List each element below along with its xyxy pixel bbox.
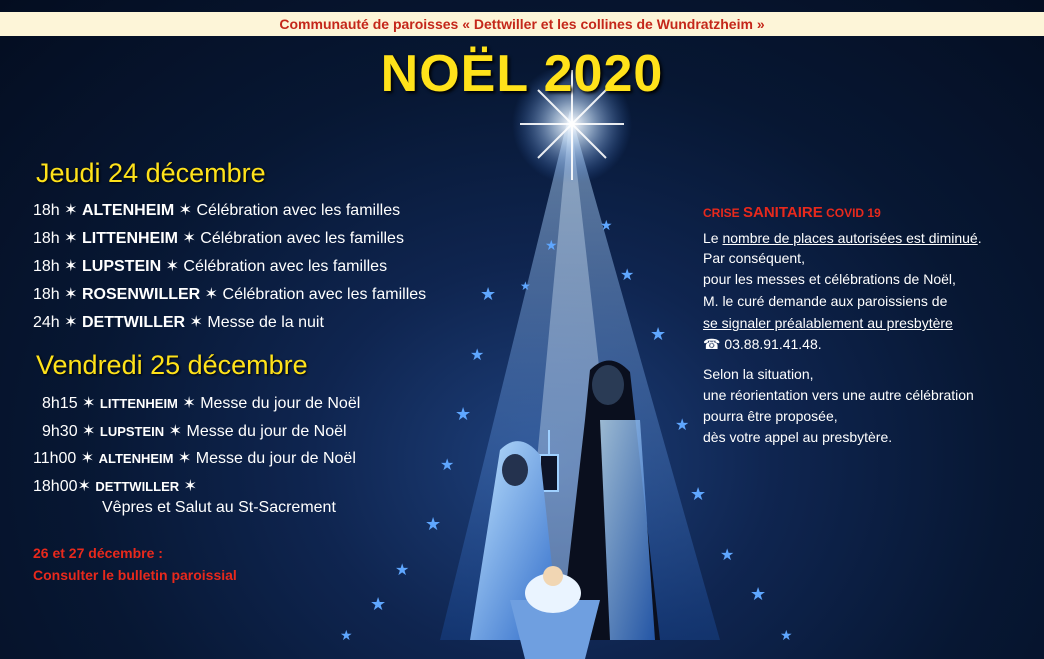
svg-text:★: ★: [650, 324, 667, 344]
covid-heading: CRISE SANITAIRE COVID 19: [703, 204, 881, 221]
schedule-row: 8h15 ✶ LITTENHEIM ✶ Messe du jour de Noël: [42, 395, 361, 412]
covid-line: pourra être proposée,: [703, 408, 838, 424]
community-banner: Communauté de paroisses « Dettwiller et les collines de Wundratzheim »: [0, 12, 1044, 36]
schedule-row: 18h ✶ ROSENWILLER ✶ Célébration avec les familles: [33, 286, 427, 303]
schedule-row: 18h ✶ LITTENHEIM ✶ Célébration avec les familles: [33, 230, 404, 247]
note-dates: 26 et 27 décembre :: [33, 545, 163, 561]
day-heading-friday: Vendredi 25 décembre: [36, 350, 308, 380]
svg-text:★: ★: [720, 547, 735, 564]
covid-line: pour les messes et célébrations de Noël,: [703, 271, 956, 287]
svg-text:★: ★: [440, 457, 455, 474]
svg-text:★: ★: [675, 417, 690, 434]
svg-text:★: ★: [370, 594, 387, 614]
svg-text:★: ★: [600, 217, 613, 233]
schedule-row: 18h ✶ LUPSTEIN ✶ Célébration avec les familles: [33, 258, 388, 275]
phone-number: ☎ 03.88.91.41.48.: [703, 336, 822, 352]
covid-line: Selon la situation,: [703, 366, 814, 382]
covid-line: Le nombre de places autorisées est diminué.: [703, 230, 982, 246]
schedule-row: 18h00✶ DETTWILLER ✶: [33, 478, 197, 495]
schedule-row: 9h30 ✶ LUPSTEIN ✶ Messe du jour de Noël: [42, 423, 347, 440]
svg-text:★: ★: [780, 627, 793, 643]
schedule-row: 24h ✶ DETTWILLER ✶ Messe de la nuit: [33, 314, 324, 331]
day-heading-thursday: Jeudi 24 décembre: [36, 158, 266, 188]
svg-text:★: ★: [545, 237, 558, 253]
svg-text:★: ★: [455, 404, 472, 424]
svg-text:★: ★: [340, 627, 353, 643]
svg-text:★: ★: [425, 514, 442, 534]
schedule-row: 11h00 ✶ ALTENHEIM ✶ Messe du jour de Noël: [33, 450, 356, 467]
covid-line: dès votre appel au presbytère.: [703, 429, 893, 445]
svg-text:★: ★: [690, 484, 707, 504]
svg-text:★: ★: [470, 347, 485, 364]
schedule-row-desc: Vêpres et Salut au St-Sacrement: [102, 499, 336, 516]
svg-text:★: ★: [520, 279, 531, 293]
svg-text:★: ★: [480, 284, 497, 304]
svg-text:★: ★: [620, 267, 635, 284]
svg-text:★: ★: [750, 584, 767, 604]
covid-line: M. le curé demande aux paroissiens de: [703, 293, 948, 309]
schedule-row: 18h ✶ ALTENHEIM ✶ Célébration avec les familles: [33, 202, 401, 219]
svg-text:★: ★: [395, 562, 410, 579]
covid-line: se signaler préalablement au presbytère: [703, 315, 953, 331]
covid-line: une réorientation vers une autre célébration: [703, 387, 974, 403]
page-title: NOËL 2020: [380, 45, 664, 103]
note-bulletin: Consulter le bulletin paroissial: [33, 567, 237, 583]
covid-line: Par conséquent,: [703, 250, 805, 266]
